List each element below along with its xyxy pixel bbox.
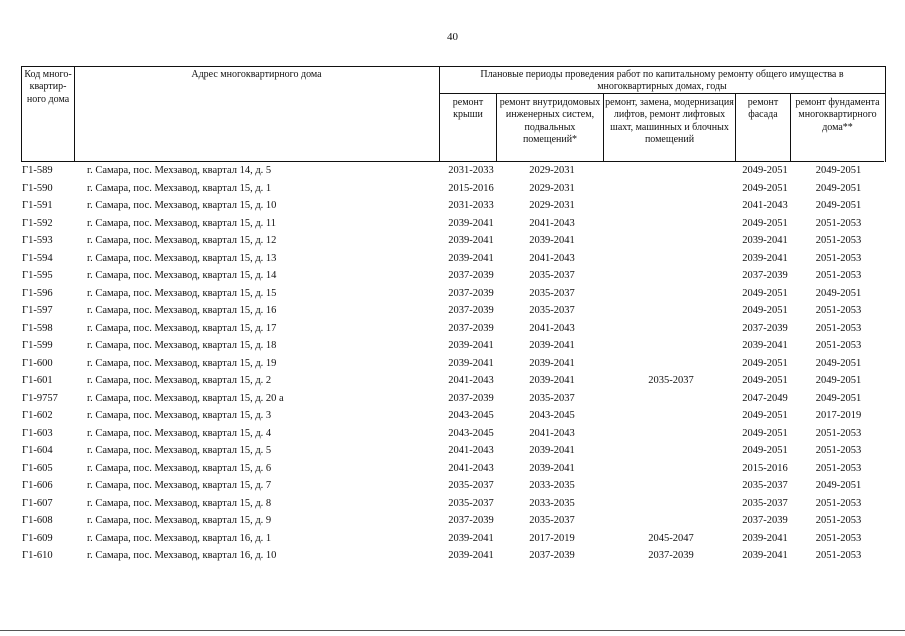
row-code: Г1-603: [22, 427, 53, 439]
table-row: [21, 407, 884, 425]
row-lifts: 2037-2039: [648, 550, 694, 561]
table-row: [21, 337, 884, 355]
row-facade: 2049-2051: [742, 217, 788, 229]
row-roof: 2037-2039: [448, 270, 494, 281]
row-systems: 2039-2041: [529, 462, 575, 474]
header-foundation: ремонт фундамента многоквартирного дома**: [795, 97, 880, 133]
row-code: Г1-591: [22, 200, 53, 211]
row-facade: 2049-2051: [742, 427, 788, 439]
row-systems: 2017-2019: [529, 532, 575, 544]
row-address: г. Самара, пос. Мехзавод, квартал 15, д. 12: [87, 235, 277, 246]
row-systems: 2041-2043: [529, 427, 575, 439]
row-roof: 2031-2033: [448, 200, 494, 211]
row-address: г. Самара, пос. Мехзавод, квартал 15, д. 11: [87, 217, 277, 229]
row-systems: 2029-2031: [529, 200, 575, 211]
row-address: г. Самара, пос. Мехзавод, квартал 15, д. 19: [87, 357, 277, 369]
row-systems: 2041-2043: [529, 252, 575, 264]
row-foundation: 2051-2053: [815, 340, 862, 351]
row-roof: 2039-2041: [448, 340, 494, 351]
row-foundation: 2051-2053: [815, 497, 862, 509]
row-roof: 2039-2041: [448, 217, 494, 229]
table-row: [21, 302, 884, 320]
row-code: Г1-606: [22, 480, 53, 491]
row-address: г. Самара, пос. Мехзавод, квартал 15, д. 4: [87, 427, 272, 439]
row-facade: 2039-2041: [742, 550, 788, 561]
row-address: г. Самара, пос. Мехзавод, квартал 16, д. 1: [87, 532, 272, 544]
table-row: [21, 215, 884, 233]
row-facade: 2049-2051: [742, 445, 788, 456]
row-roof: 2035-2037: [448, 480, 494, 491]
table-row: [21, 442, 884, 460]
table-row: [21, 285, 884, 303]
row-systems: 2039-2041: [529, 445, 575, 456]
row-roof: 2035-2037: [448, 497, 494, 509]
row-facade: 2049-2051: [742, 182, 788, 194]
row-roof: 2043-2045: [448, 427, 494, 439]
table-row: [21, 425, 884, 443]
row-systems: 2029-2031: [529, 165, 575, 176]
row-foundation: 2051-2053: [815, 462, 862, 474]
row-foundation: 2051-2053: [815, 532, 862, 544]
row-foundation: 2051-2053: [815, 217, 862, 229]
row-address: г. Самара, пос. Мехзавод, квартал 15, д. 7: [87, 480, 272, 491]
row-systems: 2037-2039: [529, 550, 575, 561]
row-code: Г1-600: [22, 357, 53, 369]
row-roof: 2015-2016: [448, 182, 494, 194]
row-code: Г1-608: [22, 515, 53, 526]
row-address: г. Самара, пос. Мехзавод, квартал 15, д. 8: [87, 497, 272, 509]
row-systems: 2029-2031: [529, 182, 575, 194]
table-row: [21, 512, 884, 530]
row-address: г. Самара, пос. Мехзавод, квартал 14, д. 5: [87, 165, 272, 176]
row-foundation: 2051-2053: [815, 550, 862, 561]
table-row: [21, 267, 884, 285]
table-row: [21, 530, 884, 548]
row-systems: 2035-2037: [529, 305, 575, 316]
row-code: Г1-607: [22, 497, 53, 509]
row-facade: 2035-2037: [742, 480, 788, 491]
row-systems: 2039-2041: [529, 375, 575, 386]
row-roof: 2041-2043: [448, 462, 494, 474]
row-foundation: 2051-2053: [815, 252, 862, 264]
row-facade: 2039-2041: [742, 252, 788, 264]
row-lifts: 2045-2047: [648, 532, 694, 544]
row-facade: 2049-2051: [742, 375, 788, 386]
row-roof: 2031-2033: [448, 165, 494, 176]
row-systems: 2041-2043: [529, 322, 575, 334]
table-row: [21, 547, 884, 565]
row-foundation: 2049-2051: [815, 480, 862, 491]
row-address: г. Самара, пос. Мехзавод, квартал 15, д. 17: [87, 322, 277, 334]
row-address: г. Самара, пос. Мехзавод, квартал 15, д. 9: [87, 515, 272, 526]
row-systems: 2039-2041: [529, 235, 575, 246]
row-code: Г1-610: [22, 550, 53, 561]
row-facade: 2049-2051: [742, 357, 788, 369]
row-facade: 2049-2051: [742, 287, 788, 299]
row-code: Г1-592: [22, 217, 53, 229]
row-facade: 2049-2051: [742, 305, 788, 316]
header-code: Код много-квартир-ного дома: [24, 69, 72, 105]
row-facade: 2049-2051: [742, 410, 788, 421]
table-row: [21, 232, 884, 250]
row-roof: 2043-2045: [448, 410, 494, 421]
row-code: Г1-597: [22, 305, 53, 316]
row-roof: 2039-2041: [448, 252, 494, 264]
row-code: Г1-605: [22, 462, 53, 474]
row-lifts: 2035-2037: [648, 375, 694, 386]
row-address: г. Самара, пос. Мехзавод, квартал 15, д. 6: [87, 462, 272, 474]
table-row: [21, 355, 884, 373]
row-foundation: 2049-2051: [815, 165, 862, 176]
row-foundation: 2049-2051: [815, 200, 862, 211]
row-facade: 2035-2037: [742, 497, 788, 509]
row-address: г. Самара, пос. Мехзавод, квартал 15, д. 10: [87, 200, 277, 211]
row-address: г. Самара, пос. Мехзавод, квартал 15, д. 15: [87, 287, 277, 299]
row-code: Г1-604: [22, 445, 53, 456]
row-roof: 2037-2039: [448, 287, 494, 299]
row-code: Г1-602: [22, 410, 53, 421]
row-roof: 2039-2041: [448, 357, 494, 369]
row-address: г. Самара, пос. Мехзавод, квартал 15, д. 13: [87, 252, 277, 264]
table-body: [21, 161, 884, 565]
row-foundation: 2051-2053: [815, 322, 862, 334]
row-foundation: 2051-2053: [815, 270, 862, 281]
row-foundation: 2049-2051: [815, 392, 862, 404]
table-row: [21, 197, 884, 215]
header-lifts: ремонт, замена, модернизация лифтов, ремонт лифтовых шахт, машинных и блочных помещений: [605, 97, 734, 146]
row-code: Г1-9757: [22, 392, 58, 404]
row-roof: 2039-2041: [448, 235, 494, 246]
row-facade: 2015-2016: [742, 462, 788, 474]
table-row: [21, 477, 884, 495]
row-foundation: 2051-2053: [815, 235, 862, 246]
row-foundation: 2051-2053: [815, 305, 862, 316]
table-row: [21, 372, 884, 390]
table-row: [21, 250, 884, 268]
row-facade: 2037-2039: [742, 322, 788, 334]
table-row: [21, 390, 884, 408]
row-code: Г1-593: [22, 235, 53, 246]
header-periods-group: Плановые периоды проведения работ по капитальному ремонту общего имущества в многоквартирных домах, годы: [480, 69, 844, 93]
table-header: [21, 66, 886, 162]
row-foundation: 2049-2051: [815, 357, 862, 369]
row-systems: 2035-2037: [529, 392, 575, 404]
row-roof: 2041-2043: [448, 445, 494, 456]
row-code: Г1-599: [22, 340, 53, 351]
header-roof: ремонт крыши: [452, 97, 484, 121]
row-facade: 2039-2041: [742, 340, 788, 351]
row-roof: 2037-2039: [448, 322, 494, 334]
row-roof: 2037-2039: [448, 392, 494, 404]
row-roof: 2039-2041: [448, 532, 494, 544]
row-systems: 2043-2045: [529, 410, 575, 421]
row-code: Г1-590: [22, 182, 53, 194]
page-number: 40: [447, 31, 458, 43]
row-systems: 2033-2035: [529, 497, 575, 509]
row-facade: 2037-2039: [742, 515, 788, 526]
row-foundation: 2049-2051: [815, 182, 862, 194]
row-roof: 2037-2039: [448, 305, 494, 316]
row-systems: 2035-2037: [529, 270, 575, 281]
row-foundation: 2051-2053: [815, 445, 862, 456]
row-code: Г1-595: [22, 270, 53, 281]
header-facade: ремонт фасада: [747, 97, 779, 121]
row-code: Г1-596: [22, 287, 53, 299]
row-systems: 2035-2037: [529, 515, 575, 526]
table-row: [21, 320, 884, 338]
row-systems: 2041-2043: [529, 217, 575, 229]
row-address: г. Самара, пос. Мехзавод, квартал 15, д. 3: [87, 410, 272, 421]
row-code: Г1-598: [22, 322, 53, 334]
page-bottom-rule: [0, 630, 905, 631]
row-address: г. Самара, пос. Мехзавод, квартал 15, д. 1: [87, 182, 272, 194]
row-foundation: 2049-2051: [815, 375, 862, 386]
row-code: Г1-601: [22, 375, 53, 386]
header-systems: ремонт внутридомовых инженерных систем, подвальных помещений*: [499, 97, 601, 146]
row-address: г. Самара, пос. Мехзавод, квартал 15, д. 18: [87, 340, 277, 351]
row-roof: 2039-2041: [448, 550, 494, 561]
table-row: [21, 495, 884, 513]
row-facade: 2039-2041: [742, 235, 788, 246]
row-facade: 2049-2051: [742, 165, 788, 176]
row-systems: 2039-2041: [529, 357, 575, 369]
row-address: г. Самара, пос. Мехзавод, квартал 15, д. 20 а: [87, 392, 284, 404]
header-address: Адрес многоквартирного дома: [191, 69, 322, 80]
row-systems: 2035-2037: [529, 287, 575, 299]
row-address: г. Самара, пос. Мехзавод, квартал 15, д. 2: [87, 375, 272, 386]
row-systems: 2033-2035: [529, 480, 575, 491]
row-facade: 2039-2041: [742, 532, 788, 544]
row-code: Г1-589: [22, 165, 53, 176]
row-address: г. Самара, пос. Мехзавод, квартал 15, д. 14: [87, 270, 277, 281]
row-facade: 2041-2043: [742, 200, 788, 211]
table-row: [21, 180, 884, 198]
table-row: [21, 460, 884, 478]
row-facade: 2037-2039: [742, 270, 788, 281]
row-address: г. Самара, пос. Мехзавод, квартал 15, д. 16: [87, 305, 277, 316]
row-systems: 2039-2041: [529, 340, 575, 351]
table-row: [21, 162, 884, 180]
row-code: Г1-609: [22, 532, 53, 544]
row-roof: 2041-2043: [448, 375, 494, 386]
row-address: г. Самара, пос. Мехзавод, квартал 16, д. 10: [87, 550, 277, 561]
row-foundation: 2051-2053: [815, 515, 862, 526]
row-foundation: 2051-2053: [815, 427, 862, 439]
row-roof: 2037-2039: [448, 515, 494, 526]
row-foundation: 2049-2051: [815, 287, 862, 299]
row-foundation: 2017-2019: [815, 410, 862, 421]
row-code: Г1-594: [22, 252, 53, 264]
row-address: г. Самара, пос. Мехзавод, квартал 15, д. 5: [87, 445, 272, 456]
row-facade: 2047-2049: [742, 392, 788, 404]
